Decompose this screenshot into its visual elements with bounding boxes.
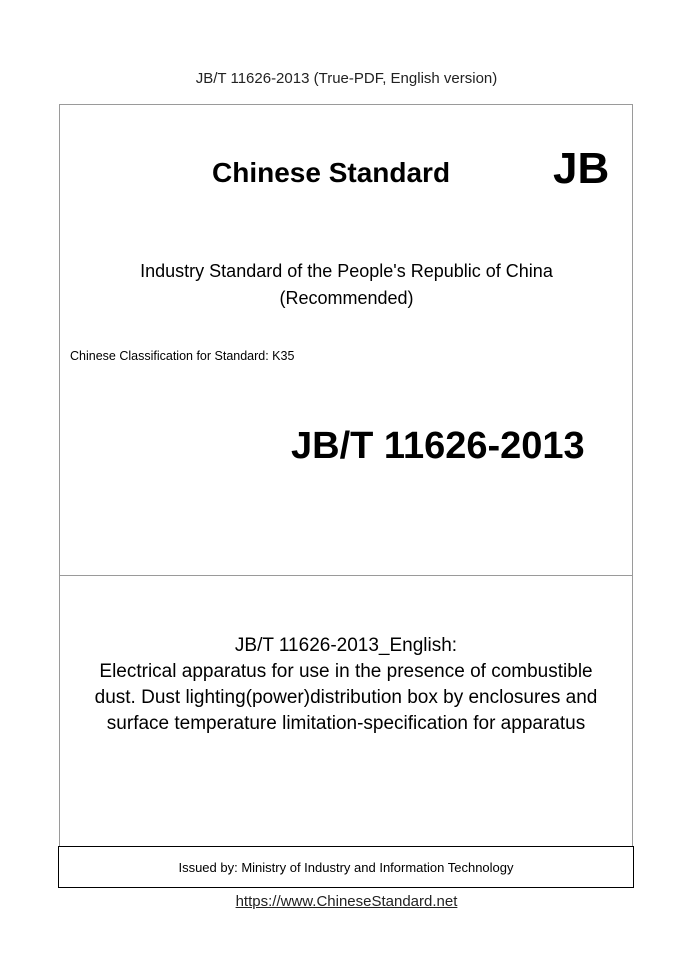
title-line: dust. Dust lighting(power)distribution box by enclosures and — [94, 687, 598, 708]
document-title — [59, 633, 633, 737]
classification-text: Chinese Classification for Standard: K35 — [70, 349, 295, 363]
standard-heading: Chinese Standard — [212, 157, 451, 188]
issuer-text: Issued by: Ministry of Industry and Information Technology — [178, 859, 514, 875]
standard-code-prefix: JB — [553, 144, 610, 193]
industry-line-2: (Recommended) — [279, 288, 414, 308]
title-line: Electrical apparatus for use in the presence of combustible — [99, 661, 593, 682]
industry-statement — [0, 258, 693, 312]
standard-number: JB/T 11626-2013 — [291, 425, 585, 467]
website-link[interactable]: https://www.ChineseStandard.net — [235, 893, 458, 910]
title-line: surface temperature limitation-specification for apparatus — [106, 713, 586, 734]
title-line: JB/T 11626-2013_English: — [234, 635, 458, 656]
issuer-box — [58, 846, 634, 888]
top-header: JB/T 11626-2013 (True-PDF, English version) — [195, 70, 498, 87]
industry-line-1: Industry Standard of the People's Republic of China — [140, 261, 553, 281]
